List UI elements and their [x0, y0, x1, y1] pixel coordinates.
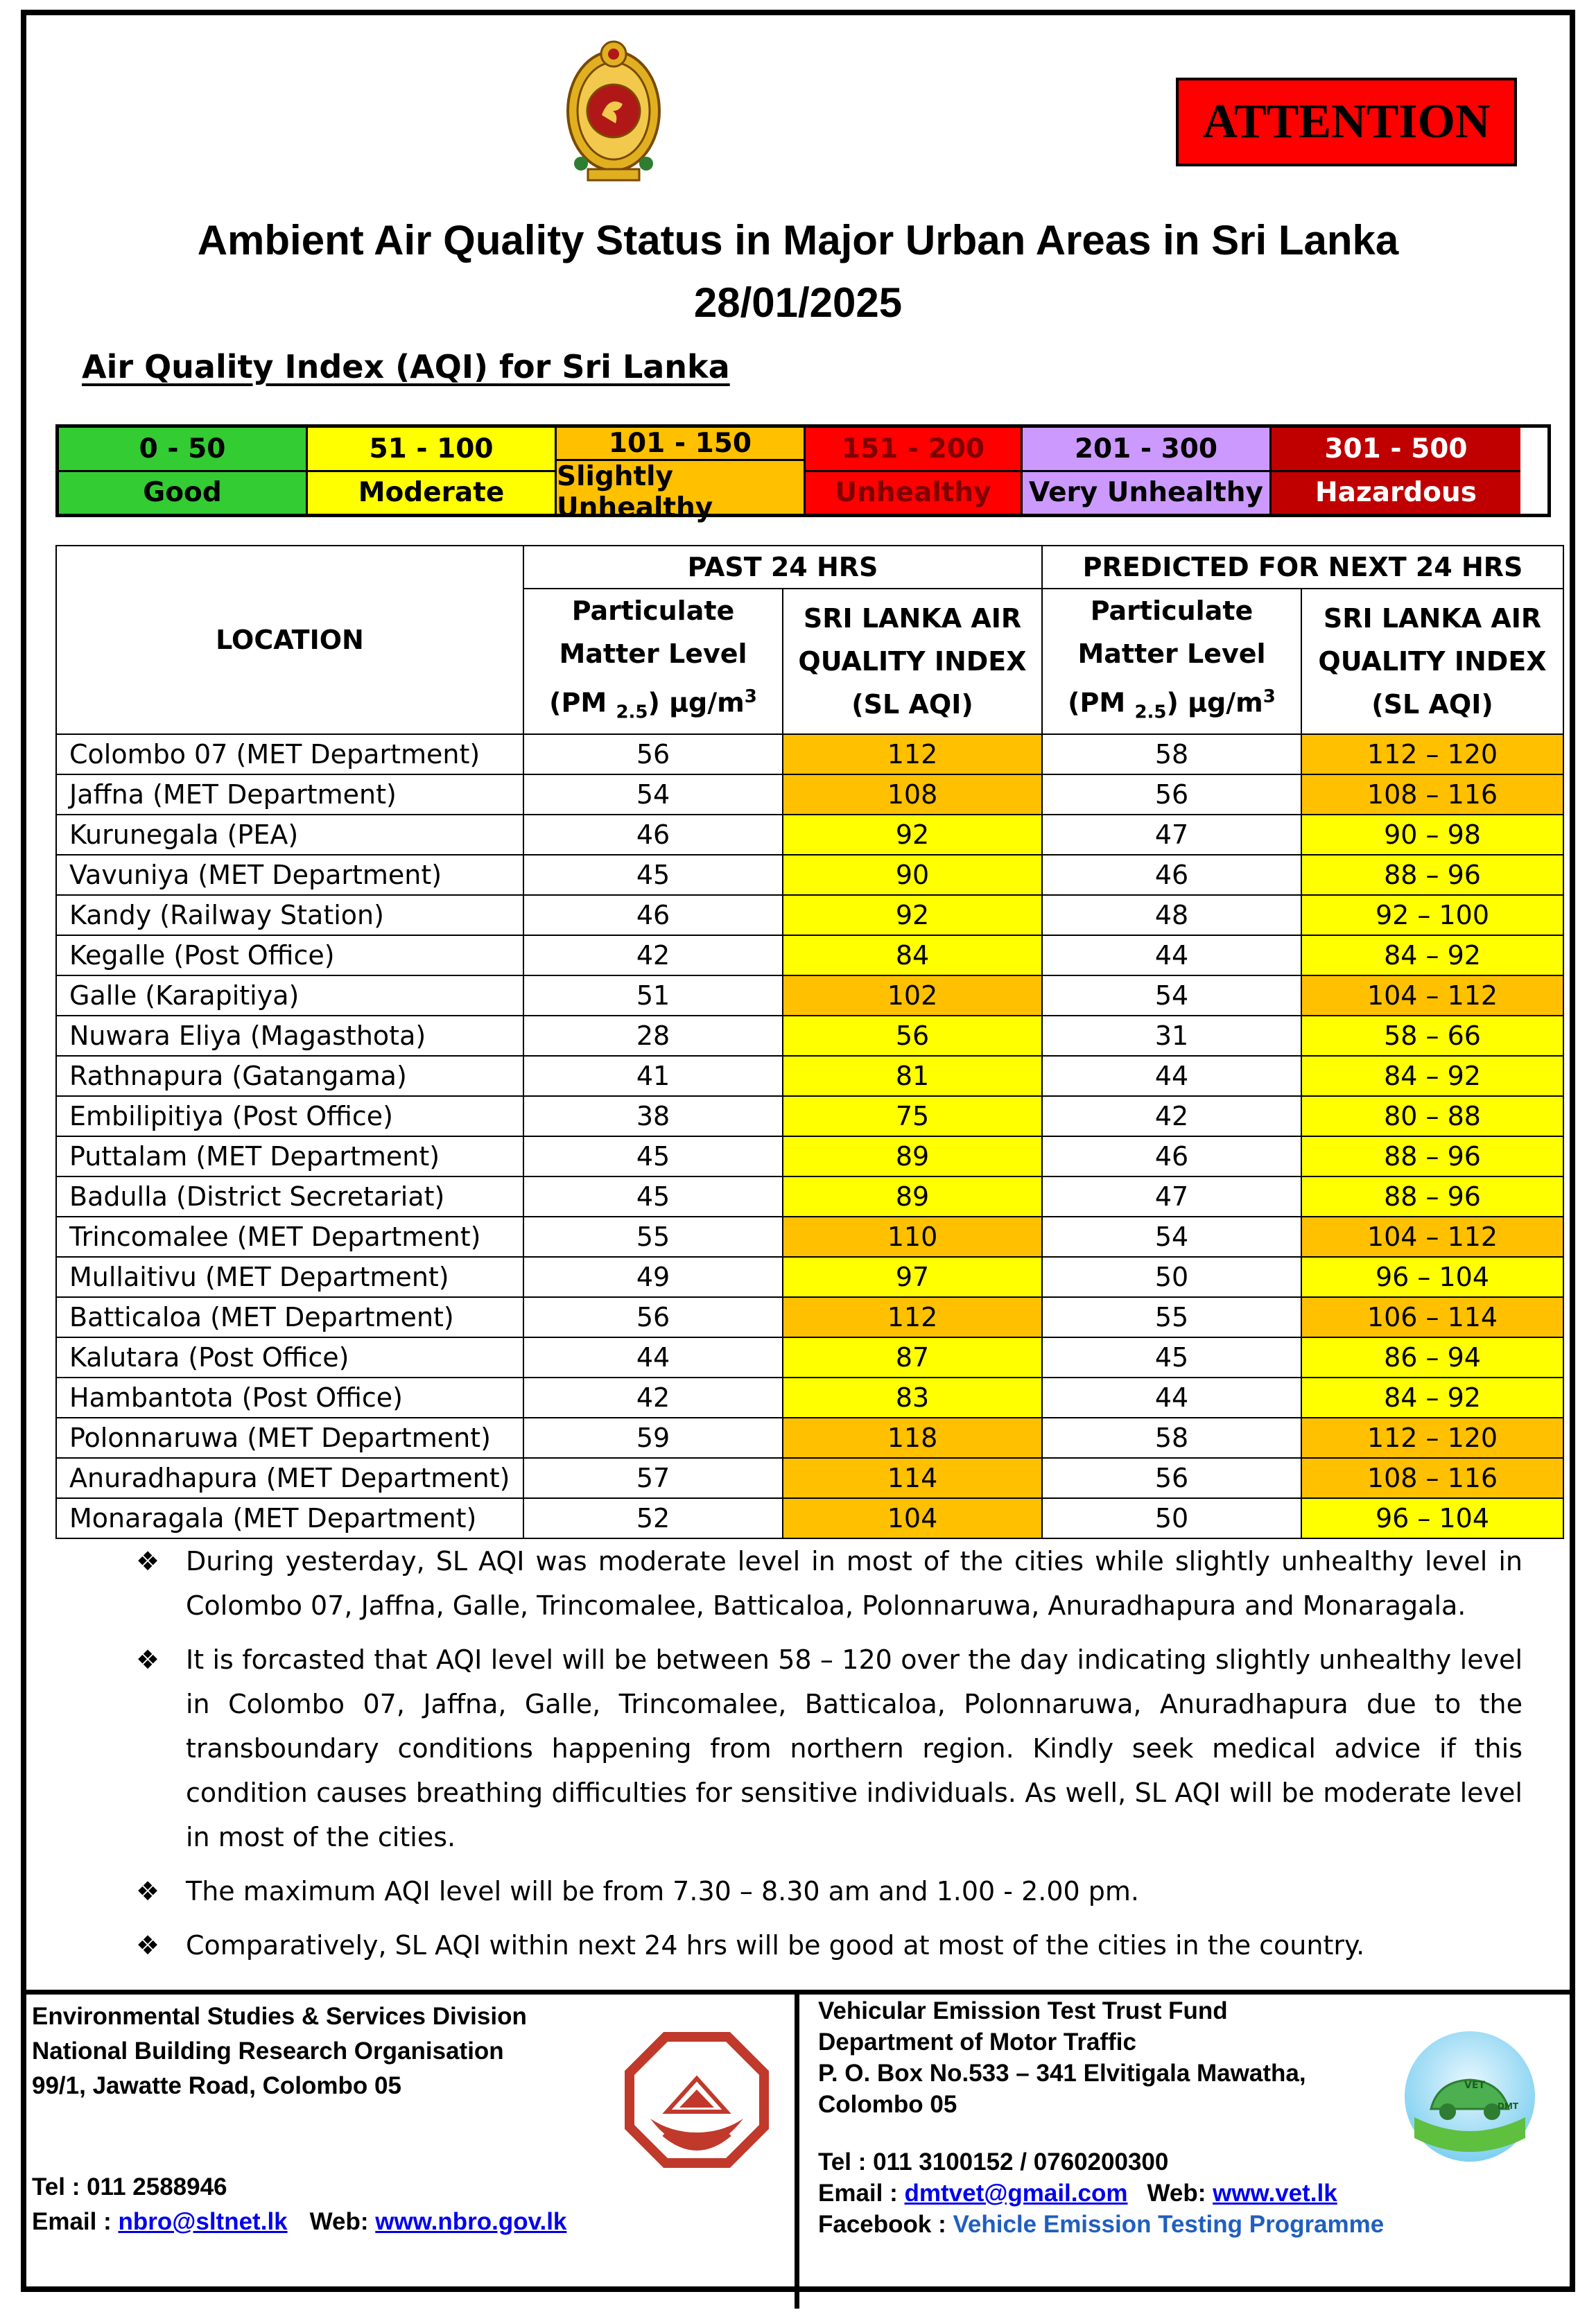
- footer-bottom-line: [21, 2286, 1575, 2292]
- aqi-past-cell: 87: [783, 1337, 1042, 1378]
- pm-pred-cell: 54: [1042, 1217, 1301, 1257]
- table-row: [56, 1096, 1563, 1136]
- table-row: [56, 975, 1563, 1016]
- aqi-past-cell: 110: [783, 1217, 1042, 1257]
- nbro-division: Environmental Studies & Services Division: [32, 2003, 527, 2030]
- aqi-past-cell: 90: [783, 855, 1042, 895]
- diamond-bullet-icon: ❖: [136, 1644, 160, 1675]
- legend-label: Moderate: [358, 477, 505, 509]
- aqi-past-cell: 56: [783, 1016, 1042, 1056]
- note-item: [136, 1869, 1523, 1913]
- vet-facebook-link[interactable]: Vehicle Emission Testing Programme: [953, 2211, 1385, 2238]
- aqi-past-cell: 97: [783, 1257, 1042, 1297]
- nbro-logo-icon: [623, 2030, 771, 2170]
- location-cell: Kegalle (Post Office): [56, 935, 523, 975]
- vet-contact: [818, 2146, 1384, 2240]
- aqi-past-cell: 112: [783, 734, 1042, 774]
- legend-range: 0 - 50: [59, 428, 306, 472]
- location-cell: Mullaitivu (MET Department): [56, 1257, 523, 1297]
- aqi-past-header: SRI LANKA AIR QUALITY INDEX (SL AQI): [783, 589, 1042, 734]
- vet-facebook: Facebook : Vehicle Emission Testing Programme: [818, 2211, 1385, 2238]
- pm-past-cell: 41: [523, 1056, 783, 1096]
- vet-web-link[interactable]: www.vet.lk: [1213, 2180, 1337, 2207]
- aqi-pred-cell: 108 – 116: [1301, 774, 1563, 815]
- aqi-pred-cell: 106 – 114: [1301, 1297, 1563, 1337]
- aqi-past-cell: 89: [783, 1176, 1042, 1217]
- pm-pred-cell: 48: [1042, 895, 1301, 935]
- aqi-past-cell: 84: [783, 935, 1042, 975]
- aqi-pred-cell: 88 – 96: [1301, 1176, 1563, 1217]
- aqi-pred-header: SRI LANKA AIR QUALITY INDEX (SL AQI): [1301, 589, 1563, 734]
- aqi-pred-cell: 84 – 92: [1301, 1378, 1563, 1418]
- aqi-pred-cell: 80 – 88: [1301, 1096, 1563, 1136]
- legend-range: 301 - 500: [1272, 428, 1520, 472]
- pm-past-cell: 57: [523, 1458, 783, 1498]
- aqi-heading: Air Quality Index (AQI) for Sri Lanka: [82, 348, 730, 385]
- aqi-pred-cell: 104 – 112: [1301, 975, 1563, 1016]
- table-row: [56, 1257, 1563, 1297]
- aqi-past-cell: 108: [783, 774, 1042, 815]
- nbro-email-link[interactable]: nbro@sltnet.lk: [118, 2208, 288, 2235]
- nbro-tel: Tel : 011 2588946: [32, 2173, 227, 2200]
- location-cell: Batticaloa (MET Department): [56, 1297, 523, 1337]
- location-cell: Monaragala (MET Department): [56, 1498, 523, 1538]
- pm-past-header: Particulate Matter Level (PM $_{2.5}$) $\mu g/m^3$: [523, 589, 783, 734]
- footer-column-divider: [795, 1990, 799, 2309]
- legend-item: [308, 428, 557, 514]
- location-cell: Jaffna (MET Department): [56, 774, 523, 815]
- legend-item: [806, 428, 1023, 514]
- pm-past-cell: 38: [523, 1096, 783, 1136]
- nbro-contact: [32, 2170, 566, 2239]
- legend-range: 101 - 150: [557, 428, 804, 461]
- table-row: [56, 774, 1563, 815]
- location-cell: Colombo 07 (MET Department): [56, 734, 523, 774]
- legend-item: [1023, 428, 1272, 514]
- aqi-pred-cell: 96 – 104: [1301, 1498, 1563, 1538]
- legend-range: 201 - 300: [1023, 428, 1269, 472]
- legend-item: [59, 428, 308, 514]
- pm-past-cell: 51: [523, 975, 783, 1016]
- aqi-pred-cell: 112 – 120: [1301, 734, 1563, 774]
- legend-label: Slightly Unhealthy: [557, 461, 713, 523]
- pm-pred-cell: 58: [1042, 734, 1301, 774]
- aqi-past-cell: 112: [783, 1297, 1042, 1337]
- table-row: [56, 1056, 1563, 1096]
- aqi-past-cell: 118: [783, 1418, 1042, 1458]
- aqi-pred-cell: 112 – 120: [1301, 1418, 1563, 1458]
- table-row: [56, 895, 1563, 935]
- aqi-past-cell: 92: [783, 895, 1042, 935]
- aqi-pred-cell: 88 – 96: [1301, 855, 1563, 895]
- note-item: [136, 1638, 1523, 1859]
- pm-past-cell: 52: [523, 1498, 783, 1538]
- vet-fund-name: Vehicular Emission Test Trust Fund: [818, 1997, 1228, 2024]
- pm-past-cell: 49: [523, 1257, 783, 1297]
- table-row: [56, 1418, 1563, 1458]
- diamond-bullet-icon: ❖: [136, 1546, 160, 1577]
- pm-pred-cell: 47: [1042, 815, 1301, 855]
- nbro-web-link[interactable]: www.nbro.gov.lk: [375, 2208, 567, 2235]
- location-cell: Trincomalee (MET Department): [56, 1217, 523, 1257]
- table-row: [56, 815, 1563, 855]
- pm-past-cell: 56: [523, 1297, 783, 1337]
- location-cell: Hambantota (Post Office): [56, 1378, 523, 1418]
- aqi-past-cell: 83: [783, 1378, 1042, 1418]
- location-cell: Kandy (Railway Station): [56, 895, 523, 935]
- pm-pred-cell: 42: [1042, 1096, 1301, 1136]
- table-row: [56, 935, 1563, 975]
- vet-city: Colombo 05: [818, 2091, 957, 2118]
- location-cell: Vavuniya (MET Department): [56, 855, 523, 895]
- page-title: Ambient Air Quality Status in Major Urban Areas in Sri Lanka: [197, 217, 1399, 263]
- legend-range: 51 - 100: [308, 428, 555, 472]
- table-row: [56, 1016, 1563, 1056]
- pm-past-cell: 46: [523, 895, 783, 935]
- nbro-name: National Building Research Organisation: [32, 2038, 504, 2065]
- aqi-pred-cell: 86 – 94: [1301, 1337, 1563, 1378]
- location-cell: Nuwara Eliya (Magasthota): [56, 1016, 523, 1056]
- pm-past-cell: 46: [523, 815, 783, 855]
- vet-department: Department of Motor Traffic: [818, 2029, 1136, 2056]
- legend-range: 151 - 200: [806, 428, 1021, 472]
- pm-past-cell: 59: [523, 1418, 783, 1458]
- note-text: It is forcasted that AQI level will be between 58 – 120 over the day indicating slightly unhealthy level in Colombo 07, Jaffna, Galle, Trincomalee, Batticaloa, Polonnaruwa, Anuradhapura due to the transboundary conditions happening from northern region. Kindly seek medical advice if this condition causes breathing difficulties for sensitive individuals. As well, SL AQI will be moderate level in most of the cities.: [186, 1644, 1523, 1852]
- location-cell: Kalutara (Post Office): [56, 1337, 523, 1378]
- location-cell: Rathnapura (Gatangama): [56, 1056, 523, 1096]
- pm-pred-cell: 54: [1042, 975, 1301, 1016]
- aqi-past-cell: 114: [783, 1458, 1042, 1498]
- location-cell: Puttalam (MET Department): [56, 1136, 523, 1176]
- location-cell: Badulla (District Secretariat): [56, 1176, 523, 1217]
- aqi-pred-cell: 84 – 92: [1301, 1056, 1563, 1096]
- pm-pred-header: Particulate Matter Level (PM $_{2.5}$) $\mu g/m^3$: [1042, 589, 1301, 734]
- predicted-24hrs-header: PREDICTED FOR NEXT 24 HRS: [1042, 546, 1563, 589]
- pm-pred-cell: 45: [1042, 1337, 1301, 1378]
- pm-past-cell: 45: [523, 855, 783, 895]
- aqi-past-cell: 102: [783, 975, 1042, 1016]
- aqi-pred-cell: 92 – 100: [1301, 895, 1563, 935]
- pm-pred-cell: 56: [1042, 1458, 1301, 1498]
- table-row: [56, 1337, 1563, 1378]
- pm-pred-cell: 50: [1042, 1257, 1301, 1297]
- note-text: The maximum AQI level will be from 7.30 – 8.30 am and 1.00 - 2.00 pm.: [186, 1876, 1139, 1907]
- pm-pred-cell: 55: [1042, 1297, 1301, 1337]
- pm-past-cell: 44: [523, 1337, 783, 1378]
- pm-past-cell: 45: [523, 1136, 783, 1176]
- aqi-past-cell: 104: [783, 1498, 1042, 1538]
- note-item: [136, 1539, 1523, 1628]
- aqi-past-cell: 92: [783, 815, 1042, 855]
- pm-pred-cell: 44: [1042, 1378, 1301, 1418]
- aqi-pred-cell: 90 – 98: [1301, 815, 1563, 855]
- vet-email-link[interactable]: dmtvet@gmail.com: [904, 2180, 1128, 2207]
- pm-pred-cell: 31: [1042, 1016, 1301, 1056]
- vet-address: [818, 1995, 1306, 2120]
- pm-past-cell: 42: [523, 1378, 783, 1418]
- legend-item: [557, 428, 806, 523]
- location-cell: Galle (Karapitiya): [56, 975, 523, 1016]
- vet-tel: Tel : 011 3100152 / 0760200300: [818, 2148, 1169, 2175]
- location-header: LOCATION: [56, 546, 523, 734]
- svg-text:VET: VET: [1464, 2080, 1485, 2091]
- aqi-pred-cell: 88 – 96: [1301, 1136, 1563, 1176]
- aqi-past-cell: 75: [783, 1096, 1042, 1136]
- national-emblem-icon: [562, 33, 666, 186]
- location-cell: Anuradhapura (MET Department): [56, 1458, 523, 1498]
- diamond-bullet-icon: ❖: [136, 1930, 160, 1961]
- aqi-pred-cell: 58 – 66: [1301, 1016, 1563, 1056]
- pm-past-cell: 54: [523, 774, 783, 815]
- nbro-address: [32, 1999, 527, 2103]
- aqi-legend: [55, 424, 1551, 523]
- note-item: [136, 1923, 1523, 1968]
- aqi-pred-cell: 108 – 116: [1301, 1458, 1563, 1498]
- aqi-pred-cell: 104 – 112: [1301, 1217, 1563, 1257]
- pm-pred-cell: 44: [1042, 1056, 1301, 1096]
- pm-past-cell: 28: [523, 1016, 783, 1056]
- vet-po-box: P. O. Box No.533 – 341 Elvitigala Mawatha,: [818, 2060, 1306, 2087]
- table-row: [56, 1458, 1563, 1498]
- pm-past-cell: 56: [523, 734, 783, 774]
- pm-pred-cell: 56: [1042, 774, 1301, 815]
- aqi-pred-cell: 96 – 104: [1301, 1257, 1563, 1297]
- location-cell: Polonnaruwa (MET Department): [56, 1418, 523, 1458]
- table-row: [56, 1378, 1563, 1418]
- vet-email-web: Email : dmtvet@gmail.com Web: www.vet.lk: [818, 2180, 1337, 2207]
- diamond-bullet-icon: ❖: [136, 1876, 160, 1907]
- past-24hrs-header: PAST 24 HRS: [523, 546, 1042, 589]
- notes-list: [136, 1539, 1523, 1977]
- vet-logo-icon: [1400, 2027, 1539, 2166]
- svg-text:DMT: DMT: [1498, 2101, 1519, 2111]
- pm-pred-cell: 58: [1042, 1418, 1301, 1458]
- pm-pred-cell: 44: [1042, 935, 1301, 975]
- note-text: During yesterday, SL AQI was moderate level in most of the cities while slightly unhealthy level in Colombo 07, Jaffna, Galle, Trincomalee, Batticaloa, Polonnaruwa, Anuradhapura and Monaragala.: [186, 1546, 1523, 1621]
- nbro-street: 99/1, Jawatte Road, Colombo 05: [32, 2072, 401, 2099]
- aqi-past-cell: 81: [783, 1056, 1042, 1096]
- legend-item: [1272, 428, 1520, 514]
- pm-pred-cell: 46: [1042, 1136, 1301, 1176]
- legend-label: Hazardous: [1315, 477, 1477, 509]
- location-cell: Kurunegala (PEA): [56, 815, 523, 855]
- table-row: [56, 734, 1563, 774]
- pm-pred-cell: 50: [1042, 1498, 1301, 1538]
- legend-label: Very Unhealthy: [1029, 477, 1263, 509]
- table-row: [56, 1176, 1563, 1217]
- report-date: 28/01/2025: [693, 279, 903, 326]
- pm-past-cell: 45: [523, 1176, 783, 1217]
- pm-pred-cell: 47: [1042, 1176, 1301, 1217]
- pm-past-cell: 42: [523, 935, 783, 975]
- pm-pred-cell: 46: [1042, 855, 1301, 895]
- table-row: [56, 1297, 1563, 1337]
- legend-label: Good: [143, 477, 222, 509]
- pm-past-cell: 55: [523, 1217, 783, 1257]
- table-row: [56, 1136, 1563, 1176]
- location-cell: Embilipitiya (Post Office): [56, 1096, 523, 1136]
- table-row: [56, 855, 1563, 895]
- table-row: [56, 1498, 1563, 1538]
- nbro-email-web: Email : nbro@sltnet.lk Web: www.nbro.gov.lk: [32, 2208, 567, 2235]
- attention-banner: ATTENTION: [1176, 78, 1517, 166]
- aqi-past-cell: 89: [783, 1136, 1042, 1176]
- aqi-table: [55, 545, 1564, 1539]
- note-text: Comparatively, SL AQI within next 24 hrs will be good at most of the cities in the country.: [186, 1930, 1365, 1961]
- legend-label: Unhealthy: [835, 477, 991, 509]
- table-row: [56, 1217, 1563, 1257]
- aqi-pred-cell: 84 – 92: [1301, 935, 1563, 975]
